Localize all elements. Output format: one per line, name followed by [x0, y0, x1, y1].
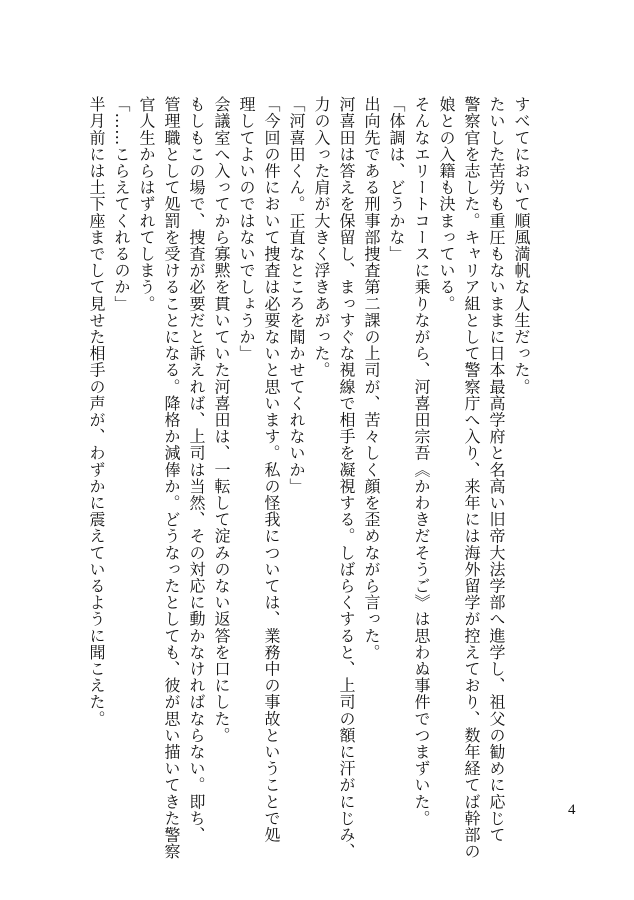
page-number: 4 — [568, 802, 576, 818]
text-line: 「今回の件において捜査は必要ないと思います。私の怪我については、業務中の事故ということで処 — [262, 96, 281, 843]
text-line: 管理職として処罰を受けることになる。降格か減俸か。どうなったとしても、彼が思い描いてきた警察 — [162, 96, 181, 860]
vertical-text-body — [84, 96, 534, 860]
text-line: 「河喜田くん。正直なところを聞かせてくれないか」 — [287, 96, 306, 495]
text-line: 半月前には土下座までして見せた相手の声が、わずかに震えているように聞こえた。 — [87, 96, 106, 727]
text-line: 「体調は、どうかな」 — [387, 96, 406, 262]
text-line: 娘との入籍も決まっている。 — [437, 96, 456, 312]
text-line: 出向先である刑事部捜査第二課の上司が、苦々しく顔を歪めながら言った。 — [362, 96, 381, 661]
text-line: たいした苦労も重圧もないままに日本最高学府と名高い旧帝大法学部へ進学し、祖父の勧めに応じて — [487, 96, 506, 843]
text-line: 理してよいのではないでしょうか」 — [237, 96, 256, 362]
text-line: 力の入った肩が大きく浮きあがった。 — [312, 96, 331, 379]
text-line: 河喜田は答えを保留し、まっすぐな視線で相手を凝視する。しばらくすると、上司の額に汗がにじみ、 — [337, 96, 356, 860]
text-line: 警察官を志した。キャリア組として警察庁へ入り、来年には海外留学が控えており、数年経てば幹部の — [462, 96, 481, 860]
text-line: すべてにおいて順風満帆な人生だった。 — [512, 96, 531, 395]
text-line: 官人生からはずれてしまう。 — [137, 96, 156, 312]
text-line: そんなエリートコースに乗りながら、河喜田宗吾《かわきだそうご》は思わぬ事件でつまずいた。 — [412, 96, 431, 827]
text-line: 「……こらえてくれるのか」 — [112, 96, 131, 312]
text-line: 会議室へ入ってから寡黙を貫いていた河喜田は、一転して淀みのない返答を口にした。 — [212, 96, 231, 744]
text-line: もしもこの場で、捜査が必要だと訴えれば、上司は当然、その対応に動かなければならない。即ち、 — [187, 96, 206, 843]
